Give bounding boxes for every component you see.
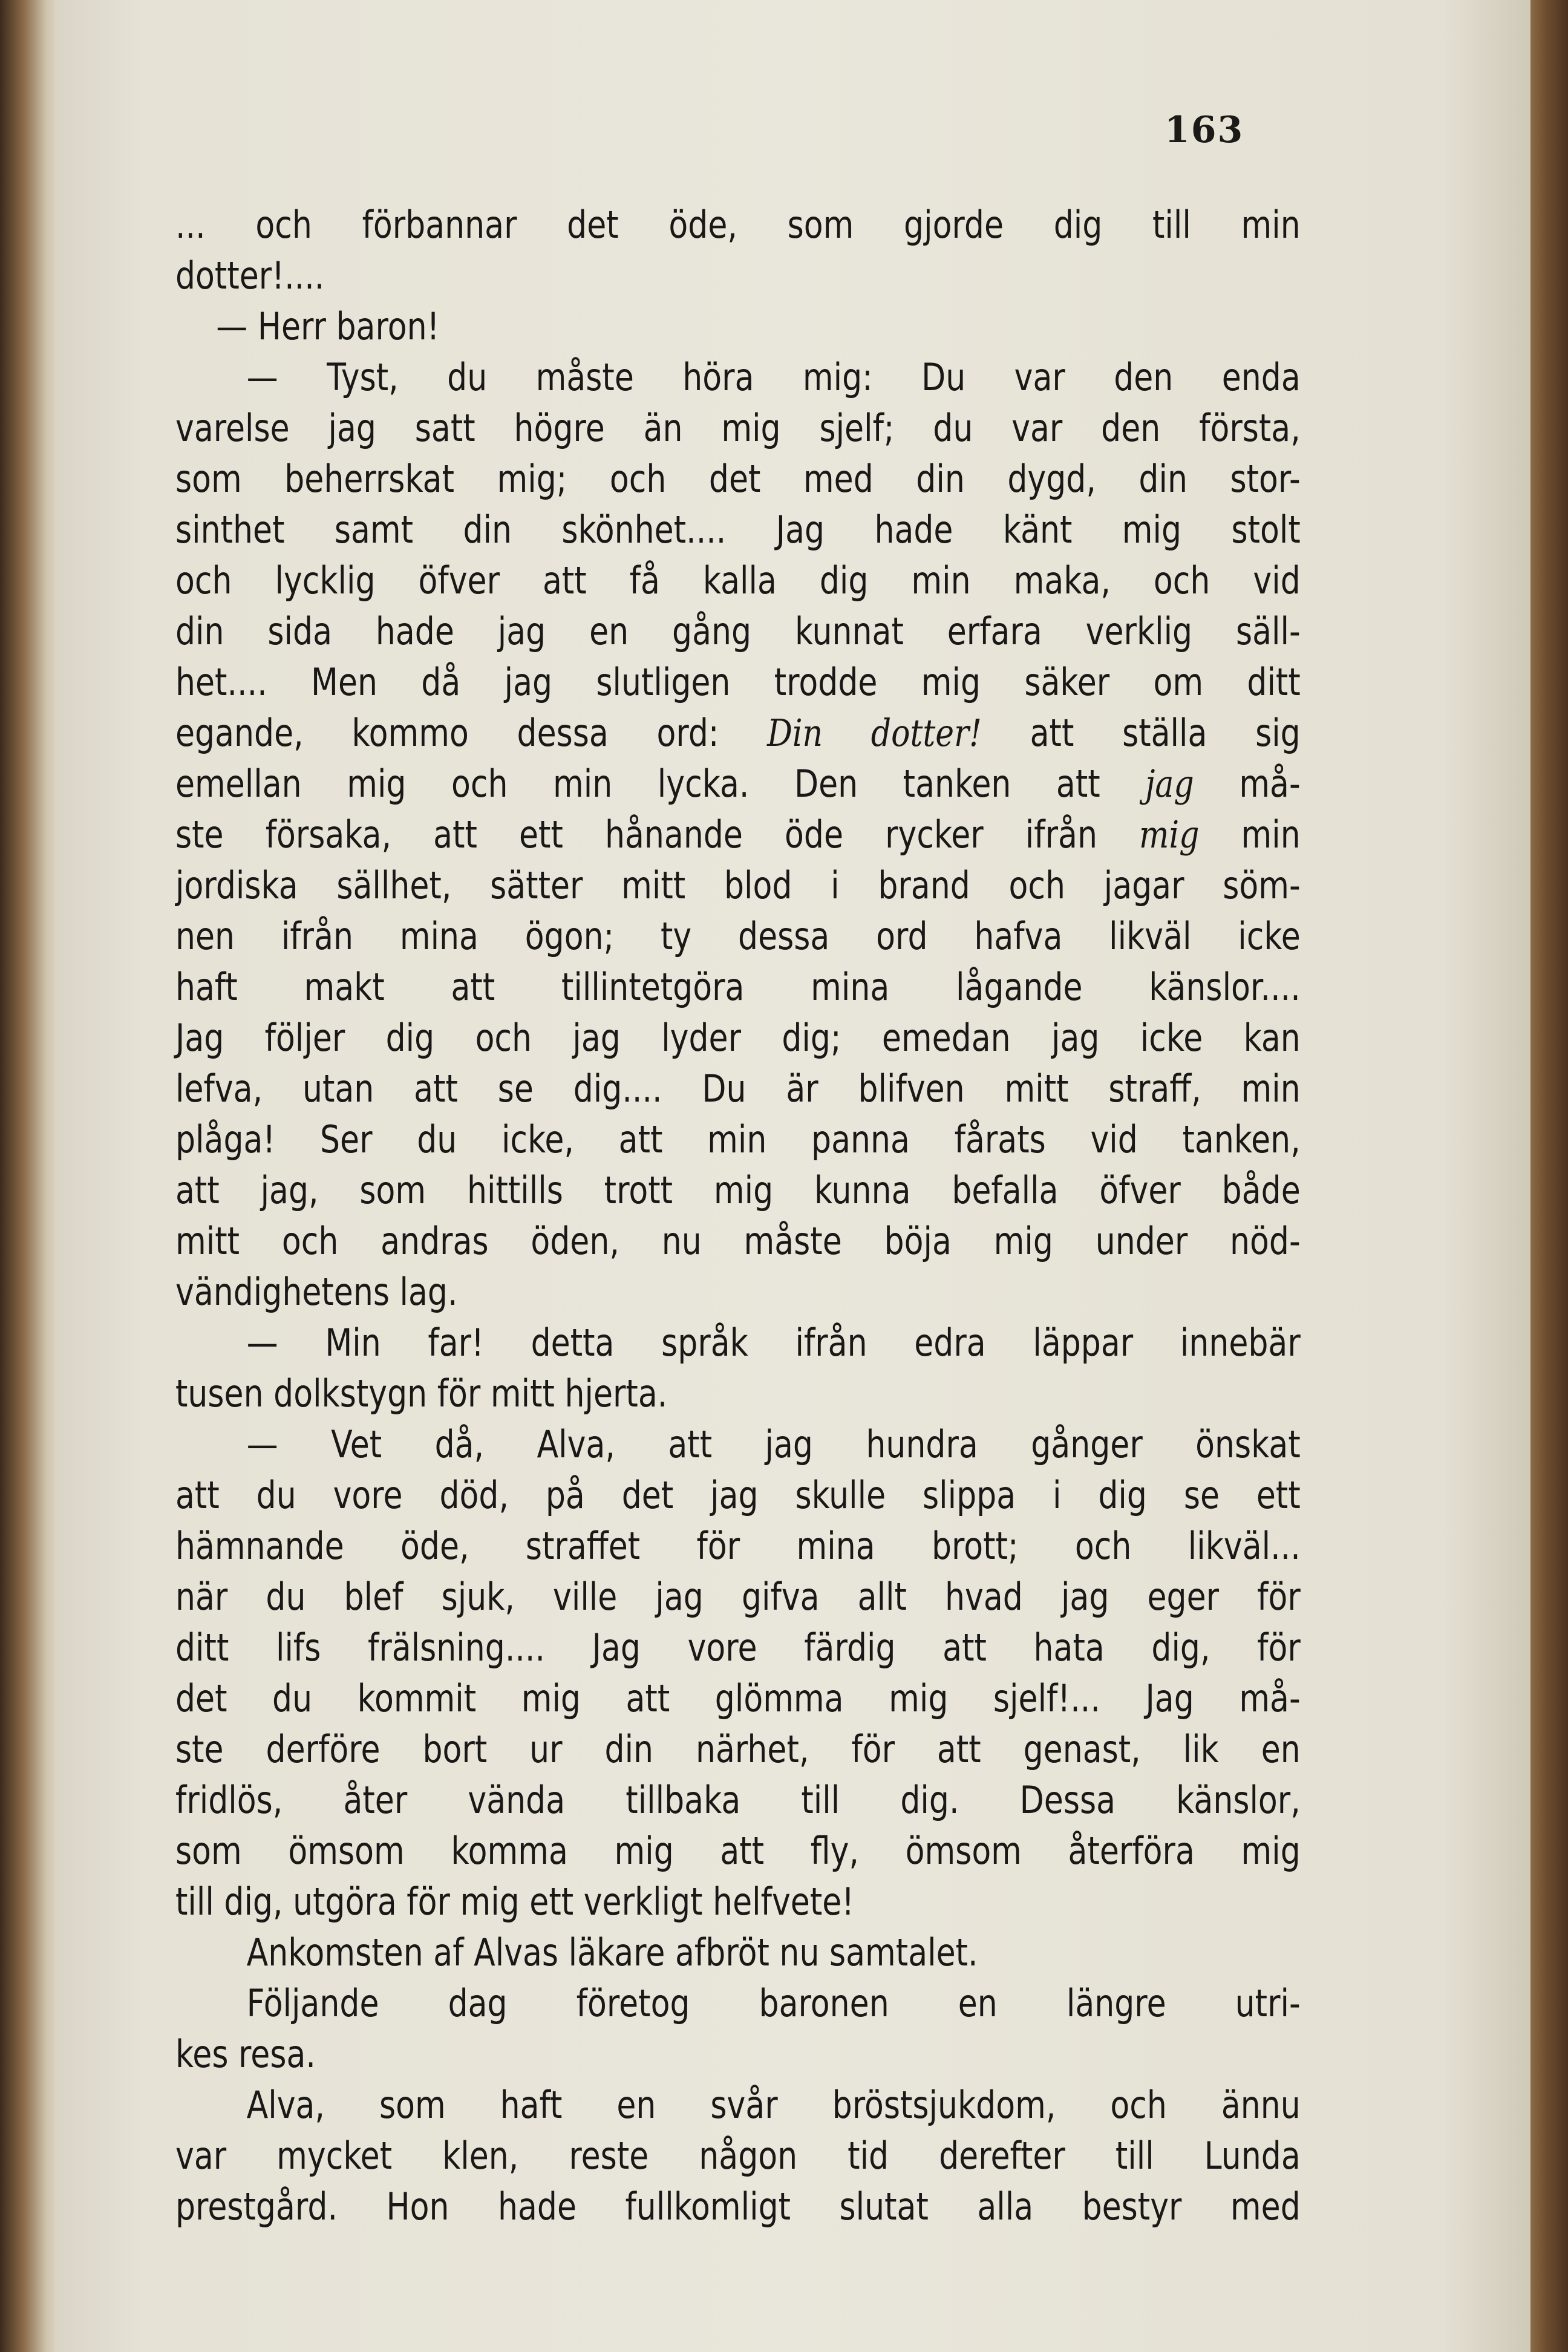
text-line: — Tyst, du måste höra mig: Du var den enda [246, 355, 1301, 399]
text-line: att jag, som hittills trott mig kunna befalla öfver både [175, 1168, 1301, 1212]
text-line: Följande dag företog baronen en längre utri- [246, 1981, 1301, 2025]
text-line: till dig, utgöra för mig ett verkligt helfvete! [175, 1880, 855, 1924]
text-line [175, 759, 1301, 809]
italic-text: jag [1145, 762, 1194, 806]
text-line: när du blef sjuk, ville jag gifva allt hvad jag eger för [175, 1575, 1301, 1619]
body-text [175, 200, 1301, 2232]
text-line: het.... Men då jag slutligen trodde mig säker om ditt [175, 660, 1301, 704]
text-line: dotter!.... [175, 253, 325, 298]
text-line [175, 809, 1301, 860]
text-line [175, 708, 1301, 759]
page-number: 163 [1165, 109, 1244, 151]
text-line: Ankomsten af Alvas läkare afbröt nu samtalet. [246, 1930, 978, 1975]
text-line: jordiska sällhet, sätter mitt blod i brand och jagar söm- [175, 863, 1301, 907]
text-segment: må- [1239, 762, 1301, 806]
text-line: fridlös, åter vända tillbaka till dig. Dessa känslor, [175, 1778, 1301, 1822]
text-line: ... och förbannar det öde, som gjorde dig till min [175, 203, 1301, 247]
text-line: ste derföre bort ur din närhet, för att genast, lik en [175, 1727, 1301, 1771]
text-line: haft makt att tillintetgöra mina lågande känslor.... [175, 965, 1301, 1009]
text-line: sinthet samt din skönhet.... Jag hade känt mig stolt [175, 508, 1301, 552]
text-line: och lycklig öfver att få kalla dig min maka, och vid [175, 558, 1301, 603]
text-line: — Min far! detta språk ifrån edra läppar innebär [246, 1321, 1301, 1365]
text-line: lefva, utan att se dig.... Du är blifven mitt straff, min [175, 1067, 1301, 1111]
text-segment: emellan mig och min lycka. Den tanken att [175, 762, 1100, 806]
text-line: Alva, som haft en svår bröstsjukdom, och ännu [246, 2083, 1301, 2127]
page-edge-right [1530, 0, 1568, 2352]
text-line: som ömsom komma mig att fly, ömsom återföra mig [175, 1829, 1301, 1873]
text-line: varelse jag satt högre än mig sjelf; du var den första, [175, 406, 1301, 450]
text-line: Jag följer dig och jag lyder dig; emedan jag icke kan [175, 1016, 1301, 1060]
text-line: tusen dolkstygn för mitt hjerta. [175, 1371, 668, 1416]
text-line: plåga! Ser du icke, att min panna fårats vid tanken, [175, 1117, 1301, 1161]
text-line: ditt lifs frälsning.... Jag vore färdig att hata dig, för [175, 1625, 1301, 1670]
text-line: din sida hade jag en gång kunnat erfara verklig säll- [175, 609, 1301, 653]
text-line: nen ifrån mina ögon; ty dessa ord hafva likväl icke [175, 914, 1301, 958]
italic-text: mig [1139, 812, 1200, 857]
text-line: var mycket klen, reste någon tid derefter till Lunda [175, 2134, 1301, 2178]
text-line: kes resa. [175, 2032, 316, 2076]
text-line: — Vet då, Alva, att jag hundra gånger önskat [246, 1422, 1301, 1466]
text-segment: att ställa sig [1030, 711, 1301, 755]
text-line: att du vore död, på det jag skulle slippa i dig se ett [175, 1473, 1301, 1517]
text-line: mitt och andras öden, nu måste böja mig under nöd- [175, 1219, 1301, 1263]
text-segment: min [1241, 812, 1301, 857]
text-line: — Herr baron! [216, 304, 440, 348]
text-line: hämnande öde, straffet för mina brott; och likväl... [175, 1524, 1301, 1568]
text-segment: ste försaka, att ett hånande öde rycker ifrån [175, 812, 1097, 857]
italic-text: Din dotter! [767, 711, 982, 755]
text-segment: egande, kommo dessa ord: [175, 711, 719, 755]
text-line: vändighetens lag. [175, 1270, 458, 1314]
text-line: som beherrskat mig; och det med din dygd, din stor- [175, 457, 1301, 501]
text-line: prestgård. Hon hade fullkomligt slutat alla bestyr med [175, 2184, 1301, 2229]
text-line: det du kommit mig att glömma mig sjelf!... Jag må- [175, 1676, 1301, 1720]
